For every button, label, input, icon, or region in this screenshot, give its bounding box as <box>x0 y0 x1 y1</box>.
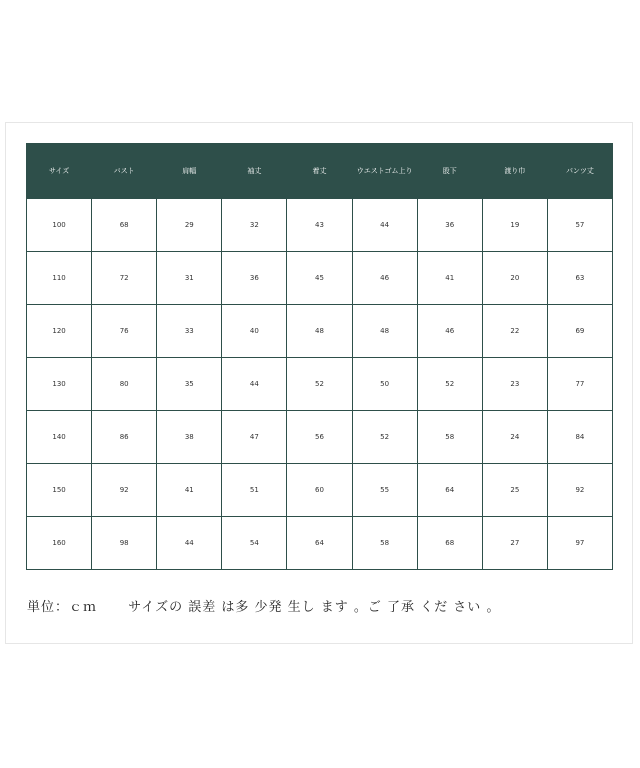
header-pants-length: パンツ丈 <box>547 144 612 199</box>
table-cell: 27 <box>482 517 547 570</box>
table-cell: 33 <box>157 305 222 358</box>
table-cell: 69 <box>547 305 612 358</box>
size-footnote <box>27 596 500 615</box>
table-cell: 120 <box>27 305 92 358</box>
size-table <box>26 143 613 570</box>
table-cell: 58 <box>417 411 482 464</box>
header-size: サイズ <box>27 144 92 199</box>
table-cell: 50 <box>352 358 417 411</box>
table-cell: 63 <box>547 252 612 305</box>
table-row <box>27 358 613 411</box>
table-cell: 48 <box>352 305 417 358</box>
header-sleeve: 袖丈 <box>222 144 287 199</box>
table-cell: 52 <box>352 411 417 464</box>
table-cell: 76 <box>92 305 157 358</box>
table-cell: 130 <box>27 358 92 411</box>
table-cell: 52 <box>287 358 352 411</box>
table-cell: 140 <box>27 411 92 464</box>
table-cell: 24 <box>482 411 547 464</box>
table-cell: 40 <box>222 305 287 358</box>
table-cell: 60 <box>287 464 352 517</box>
table-cell: 23 <box>482 358 547 411</box>
table-cell: 29 <box>157 199 222 252</box>
table-cell: 57 <box>547 199 612 252</box>
table-cell: 56 <box>287 411 352 464</box>
table-cell: 22 <box>482 305 547 358</box>
header-thigh: 渡り巾 <box>482 144 547 199</box>
table-cell: 46 <box>417 305 482 358</box>
table-cell: 45 <box>287 252 352 305</box>
table-cell: 92 <box>547 464 612 517</box>
table-cell: 44 <box>352 199 417 252</box>
table-cell: 150 <box>27 464 92 517</box>
table-cell: 64 <box>287 517 352 570</box>
table-cell: 47 <box>222 411 287 464</box>
table-row <box>27 252 613 305</box>
table-cell: 32 <box>222 199 287 252</box>
table-cell: 68 <box>92 199 157 252</box>
table-cell: 44 <box>222 358 287 411</box>
table-cell: 98 <box>92 517 157 570</box>
header-waist: ウエストゴム上り <box>352 144 417 199</box>
unit-label: 単位：ｃｍ <box>27 600 98 615</box>
table-row <box>27 199 613 252</box>
table-row <box>27 411 613 464</box>
table-cell: 36 <box>417 199 482 252</box>
table-cell: 92 <box>92 464 157 517</box>
table-cell: 44 <box>157 517 222 570</box>
table-cell: 51 <box>222 464 287 517</box>
table-cell: 35 <box>157 358 222 411</box>
header-shoulder: 肩幅 <box>157 144 222 199</box>
table-cell: 38 <box>157 411 222 464</box>
table-cell: 46 <box>352 252 417 305</box>
table-cell: 41 <box>157 464 222 517</box>
table-cell: 58 <box>352 517 417 570</box>
table-cell: 77 <box>547 358 612 411</box>
header-length: 着丈 <box>287 144 352 199</box>
table-cell: 19 <box>482 199 547 252</box>
table-header-row <box>27 144 613 199</box>
table-cell: 97 <box>547 517 612 570</box>
table-cell: 68 <box>417 517 482 570</box>
table-cell: 25 <box>482 464 547 517</box>
table-cell: 52 <box>417 358 482 411</box>
table-cell: 86 <box>92 411 157 464</box>
table-cell: 55 <box>352 464 417 517</box>
header-inseam: 股下 <box>417 144 482 199</box>
table-cell: 84 <box>547 411 612 464</box>
table-cell: 36 <box>222 252 287 305</box>
table-row <box>27 305 613 358</box>
size-error-note: サイズの 誤差 は多 少発 生し ます 。ご 了承 くだ さい 。 <box>128 600 501 615</box>
table-cell: 80 <box>92 358 157 411</box>
table-cell: 54 <box>222 517 287 570</box>
header-bust: バスト <box>92 144 157 199</box>
table-cell: 41 <box>417 252 482 305</box>
table-cell: 110 <box>27 252 92 305</box>
table-cell: 31 <box>157 252 222 305</box>
table-cell: 160 <box>27 517 92 570</box>
table-row <box>27 464 613 517</box>
table-cell: 72 <box>92 252 157 305</box>
table-cell: 48 <box>287 305 352 358</box>
table-cell: 100 <box>27 199 92 252</box>
table-cell: 20 <box>482 252 547 305</box>
table-row <box>27 517 613 570</box>
table-cell: 43 <box>287 199 352 252</box>
table-cell: 64 <box>417 464 482 517</box>
